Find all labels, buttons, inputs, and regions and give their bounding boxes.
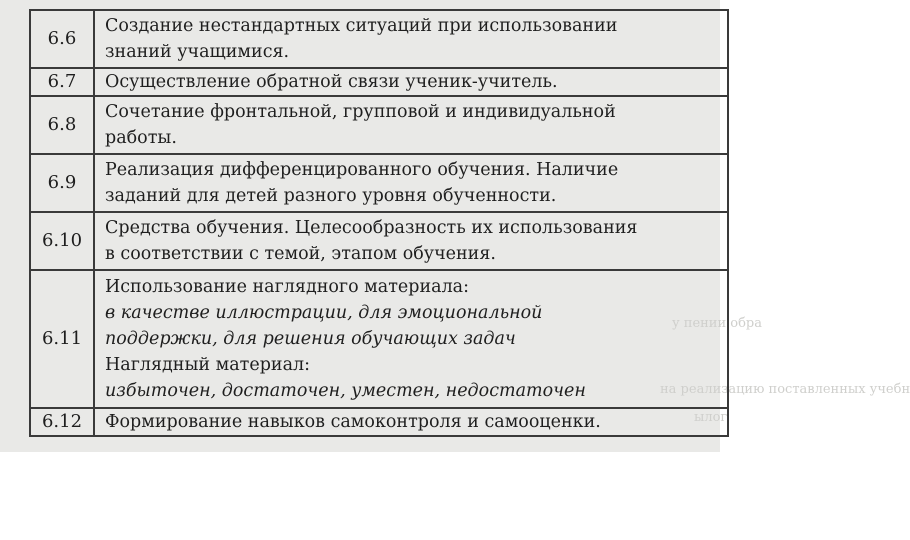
table-row <box>30 212 728 270</box>
bleed-through-text: ылог <box>694 410 728 425</box>
item-text <box>94 154 728 212</box>
item-text <box>94 68 728 96</box>
table-row <box>30 154 728 212</box>
text-line: работы. <box>105 128 177 148</box>
text-line: Формирование навыков самоконтроля и самооценки. <box>105 412 601 432</box>
item-number: 6.12 <box>30 408 94 436</box>
text-line: Создание нестандартных ситуаций при использовании <box>105 16 618 36</box>
item-number: 6.6 <box>30 10 94 68</box>
item-text <box>94 10 728 68</box>
item-text <box>94 212 728 270</box>
criteria-table <box>29 9 729 437</box>
item-number: 6.11 <box>30 270 94 408</box>
table-row <box>30 408 728 436</box>
item-number: 6.9 <box>30 154 94 212</box>
item-number: 6.7 <box>30 68 94 96</box>
text-line: Использование наглядного материала: <box>105 277 470 297</box>
text-line-italic: в качестве иллюстрации, для эмоциональной <box>105 303 543 323</box>
text-line: в соответствии с темой, этапом обучения. <box>105 244 496 264</box>
text-line-italic: поддержки, для решения обучающих задач <box>105 329 516 349</box>
bleed-through-text: у пении обра <box>672 316 762 331</box>
text-line: Осуществление обратной связи ученик-учитель. <box>105 72 558 92</box>
item-number: 6.8 <box>30 96 94 154</box>
blank-area <box>0 452 720 540</box>
text-line: Сочетание фронтальной, групповой и индивидуальной <box>105 102 616 122</box>
text-line: Средства обучения. Целесообразность их использования <box>105 218 638 238</box>
text-line: Наглядный материал: <box>105 355 311 375</box>
bleed-through-text: на реализацию поставленных учебн <box>660 382 910 397</box>
table-row <box>30 270 728 408</box>
item-number: 6.10 <box>30 212 94 270</box>
text-line: Реализация дифференцированного обучения. Наличие <box>105 160 619 180</box>
text-line: заданий для детей разного уровня обученности. <box>105 186 557 206</box>
text-line-italic: избыточен, достаточен, уместен, недостаточен <box>105 381 586 401</box>
table-row <box>30 10 728 68</box>
item-text <box>94 96 728 154</box>
text-line: знаний учащимися. <box>105 42 290 62</box>
table-row <box>30 96 728 154</box>
table-row <box>30 68 728 96</box>
item-text <box>94 408 728 436</box>
item-text <box>94 270 728 408</box>
